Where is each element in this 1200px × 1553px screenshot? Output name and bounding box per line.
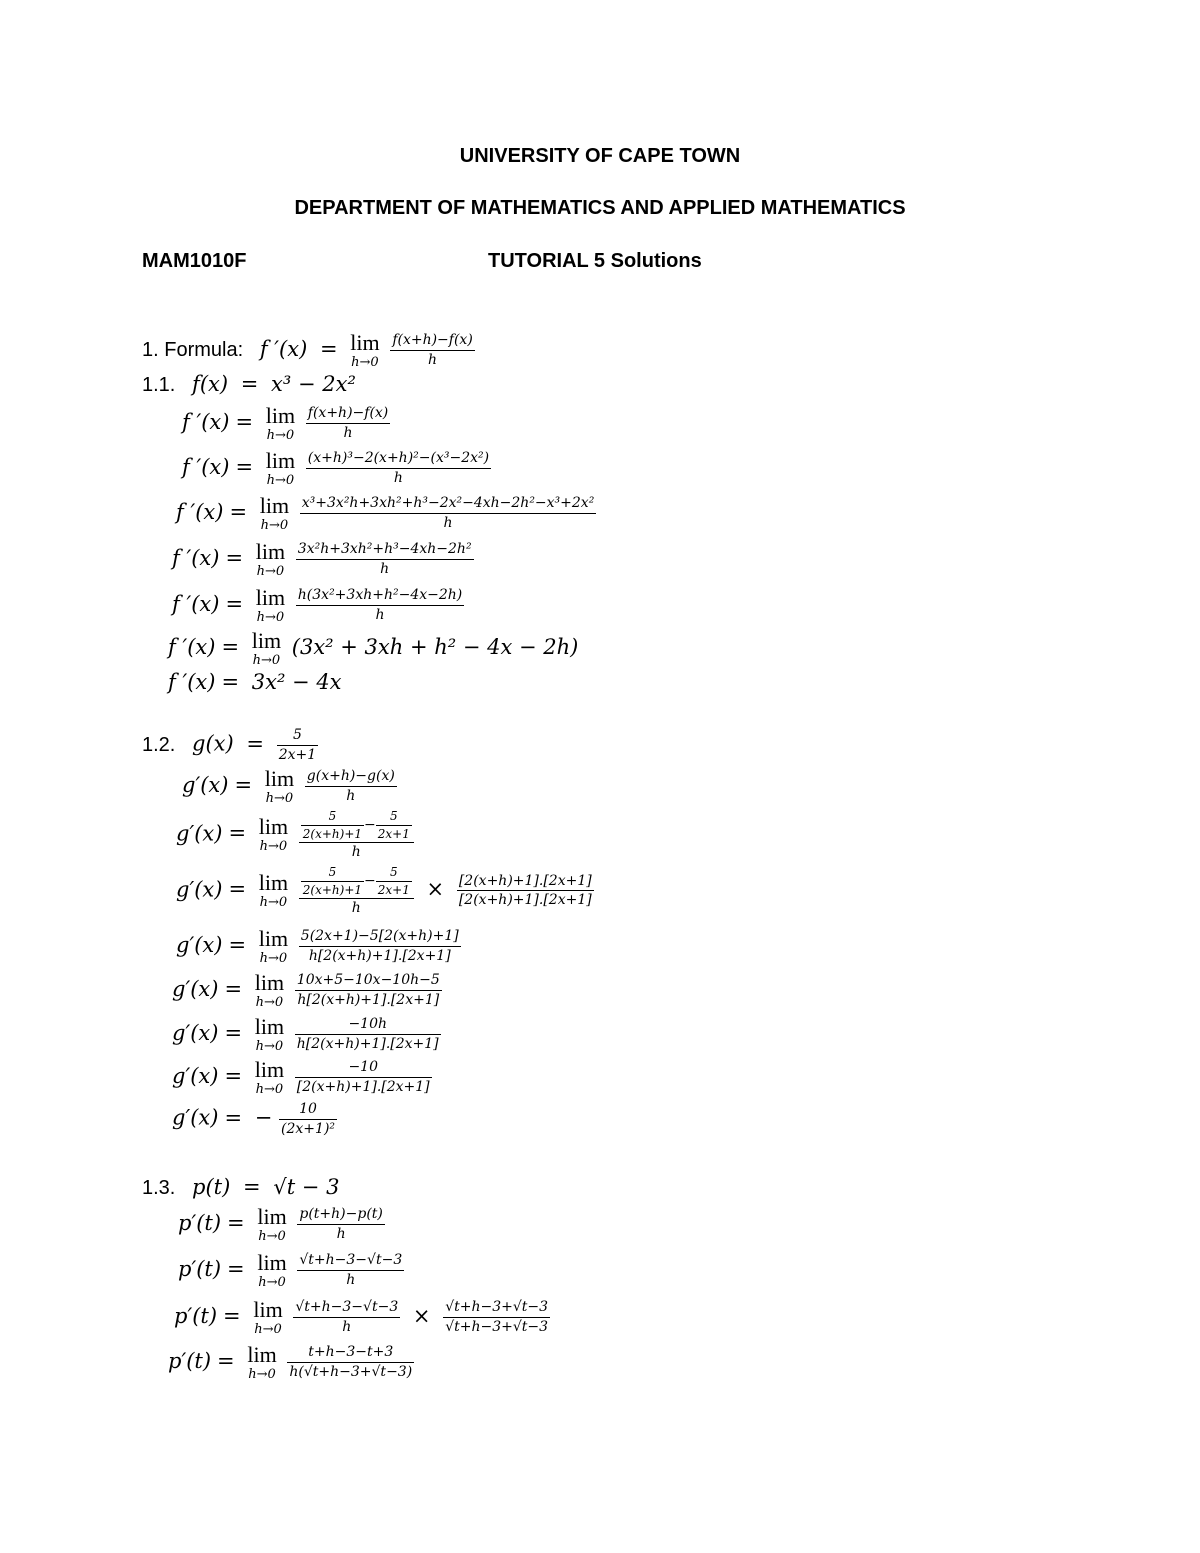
- derivation-result: [172, 1102, 337, 1136]
- fraction: $\frac{√t+h-3+√t-3}{√t+h-3+√t-3}$: [445, 1299, 549, 1335]
- equals-sign: =: [228, 933, 247, 957]
- equals-sign: =: [228, 877, 247, 902]
- equals-sign: =: [246, 731, 265, 756]
- equals-sign: =: [221, 670, 240, 694]
- limit-operator: lim h→0: [247, 1342, 277, 1382]
- function-lhs: g(x): [192, 731, 234, 756]
- limit-operator: lim h→0: [255, 585, 286, 625]
- compound-fraction: $\frac{5}{2(x+h)+1}$ − $\frac{5}{2x+1}$ h: [299, 866, 414, 916]
- derivation-step: [168, 1344, 414, 1381]
- derivative-lhs: p′(t): [168, 1349, 212, 1373]
- limit-operator: lim h→0: [251, 628, 282, 668]
- equals-sign: =: [243, 1175, 261, 1199]
- limit-operator: lim h→0: [253, 1297, 283, 1337]
- derivative-lhs: f ′(x): [172, 546, 220, 570]
- equals-sign: =: [228, 821, 247, 846]
- tutorial-title: TUTORIAL 5 Solutions: [488, 250, 702, 272]
- derivative-lhs: g′(x): [176, 877, 223, 902]
- fraction: $\frac{10}{\text{(2x+1)²}}$: [281, 1101, 336, 1137]
- equals-sign: =: [224, 1105, 243, 1130]
- equals-sign: =: [227, 1257, 245, 1281]
- derivative-lhs: f ′(x): [182, 410, 230, 434]
- derivation-step: [176, 866, 594, 916]
- limit-operator: lim h→0: [350, 330, 380, 370]
- derivative-lhs: f ′(x): [168, 670, 216, 694]
- derivation-step: [182, 768, 397, 805]
- result-expression: 3x² − 4x: [251, 670, 342, 694]
- equals-sign: =: [234, 773, 253, 797]
- equals-sign: =: [224, 1064, 243, 1088]
- problem-1-3-definition: [142, 1175, 339, 1200]
- equals-sign: =: [235, 455, 254, 479]
- derivative-lhs: f ′(x): [168, 635, 216, 659]
- fraction: $\frac{10x+5-10x-10h-5}{h[2(x+h)+1].[2x+1]}$: [296, 972, 440, 1008]
- derivation-step: [182, 450, 491, 487]
- equals-sign: =: [225, 546, 244, 570]
- formula-lhs: f ′(x): [259, 337, 308, 361]
- expression: (3x² + 3xh + h² − 4x − 2h): [291, 635, 579, 659]
- fraction: $\frac{√t+h-3-√t-3}{h}$: [295, 1299, 399, 1335]
- derivation-step: [176, 495, 596, 532]
- limit-operator: lim h→0: [258, 814, 289, 855]
- fraction: $\frac{t+h-3-t+3}{h(√t+h-3+√t-3)}$: [289, 1344, 413, 1380]
- fraction: $\frac{-10h}{h[2(x+h)+1].[2x+1]}$: [296, 1016, 439, 1052]
- derivative-lhs: g′(x): [172, 1021, 219, 1045]
- derivation-step: [172, 972, 442, 1009]
- fraction: $\frac{-10}{[2(x+h)+1].[2x+1]}$: [296, 1059, 430, 1095]
- problem-label: 1.2.: [142, 733, 176, 756]
- derivative-lhs: p′(t): [178, 1211, 222, 1235]
- fraction: $\frac{\text{h(3x²+3xh+h²−4x−2h)}}{h}$: [297, 587, 463, 623]
- times-sign: ×: [426, 877, 445, 902]
- fraction: $\frac{p(t+h)-p(t)}{h}$: [299, 1206, 383, 1242]
- limit-operator: lim h→0: [264, 766, 295, 806]
- fraction: $\frac{f(x+h)-f(x)}{h}$: [392, 332, 473, 368]
- equals-sign: =: [319, 337, 338, 361]
- derivative-lhs: f ′(x): [176, 500, 224, 524]
- fraction: $\frac{5(2x+1)-5[2(x+h)+1]}{h[2(x+h)+1].[2x+1]}$: [300, 928, 459, 964]
- fraction: $\frac{g(x+h)-g(x)}{h}$: [306, 768, 395, 804]
- derivation-step: [176, 810, 414, 860]
- university-title: UNIVERSITY OF CAPE TOWN: [459, 145, 741, 167]
- formula-line: [142, 332, 475, 369]
- limit-operator: lim h→0: [254, 970, 285, 1010]
- problem-1-2-definition: [142, 728, 318, 762]
- equals-sign: =: [227, 1211, 245, 1235]
- derivative-lhs: g′(x): [172, 1064, 219, 1088]
- course-code: MAM1010F: [142, 250, 247, 272]
- limit-operator: lim h→0: [257, 1250, 287, 1290]
- limit-operator: lim h→0: [265, 448, 296, 488]
- limit-operator: lim h→0: [254, 1014, 285, 1054]
- derivation-step: [172, 1016, 441, 1053]
- derivative-lhs: g′(x): [182, 773, 229, 797]
- limit-operator: lim h→0: [257, 1204, 287, 1244]
- equals-sign: =: [217, 1349, 235, 1373]
- derivative-lhs: f ′(x): [172, 592, 220, 616]
- derivation-step: [182, 405, 390, 442]
- times-sign: ×: [412, 1304, 431, 1328]
- equals-sign: =: [240, 372, 259, 396]
- fraction: $\frac{\text{(x+h)³−2(x+h)²−(x³−2x²)}}{h}$: [307, 450, 490, 486]
- derivative-lhs: g′(x): [176, 821, 223, 846]
- problem-label: 1.3.: [142, 1177, 176, 1199]
- formula-label: 1. Formula:: [142, 339, 244, 361]
- function-rhs: √t − 3: [273, 1175, 340, 1199]
- equals-sign: =: [223, 1304, 241, 1328]
- fraction: $\frac{5}{2x+1}$: [278, 727, 317, 763]
- limit-operator: lim h→0: [259, 493, 290, 533]
- equals-sign: =: [235, 410, 254, 434]
- derivation-result: [168, 670, 342, 694]
- problem-label: 1.1.: [142, 374, 176, 396]
- department-title: DEPARTMENT OF MATHEMATICS AND APPLIED MATHEMATICS: [294, 197, 906, 219]
- function-lhs: f(x): [192, 372, 229, 396]
- derivative-lhs: g′(x): [172, 1105, 219, 1130]
- derivation-step: [176, 928, 461, 965]
- equals-sign: =: [229, 500, 248, 524]
- limit-operator: lim h→0: [254, 1057, 285, 1097]
- derivative-lhs: p′(t): [178, 1257, 222, 1281]
- limit-operator: lim h→0: [258, 870, 289, 911]
- derivative-lhs: p′(t): [174, 1304, 218, 1328]
- derivative-lhs: g′(x): [172, 977, 219, 1001]
- derivation-step: [172, 587, 464, 624]
- equals-sign: =: [224, 977, 243, 1001]
- derivation-step: [168, 630, 578, 667]
- limit-operator: lim h→0: [265, 403, 296, 443]
- equals-sign: =: [225, 592, 244, 616]
- derivation-step: [172, 1059, 432, 1096]
- equals-sign: =: [221, 635, 240, 659]
- derivation-step: [174, 1299, 550, 1336]
- fraction: $\frac{√t+h-3-√t-3}{h}$: [299, 1252, 403, 1288]
- function-lhs: p(t): [192, 1175, 231, 1199]
- minus-sign: −: [254, 1105, 273, 1130]
- derivative-lhs: f ′(x): [182, 455, 230, 479]
- limit-operator: lim h→0: [258, 926, 289, 966]
- limit-operator: lim h→0: [255, 539, 286, 579]
- derivation-step: [178, 1206, 385, 1243]
- fraction: $\frac{f(x+h)-f(x)}{h}$: [307, 405, 389, 441]
- derivation-step: [178, 1252, 404, 1289]
- function-rhs: x³ − 2x²: [271, 372, 356, 396]
- problem-1-1-definition: [142, 372, 356, 397]
- derivation-step: [172, 541, 474, 578]
- fraction: $\frac{[2(x+h)+1].[2x+1]}{[2(x+h)+1].[2x+1]}$: [458, 872, 592, 909]
- equals-sign: =: [224, 1021, 243, 1045]
- fraction: $\frac{\text{3x²h+3xh²+h³−4xh−2h²}}{h}$: [297, 541, 472, 577]
- compound-fraction: $\frac{5}{2(x+h)+1}$ − $\frac{5}{2x+1}$ h: [299, 810, 414, 860]
- fraction: $\frac{\text{x³+3x²h+3xh²+h³−2x²−4xh−2h²−x³+2x²}}{h}$: [301, 495, 595, 531]
- derivative-lhs: g′(x): [176, 933, 223, 957]
